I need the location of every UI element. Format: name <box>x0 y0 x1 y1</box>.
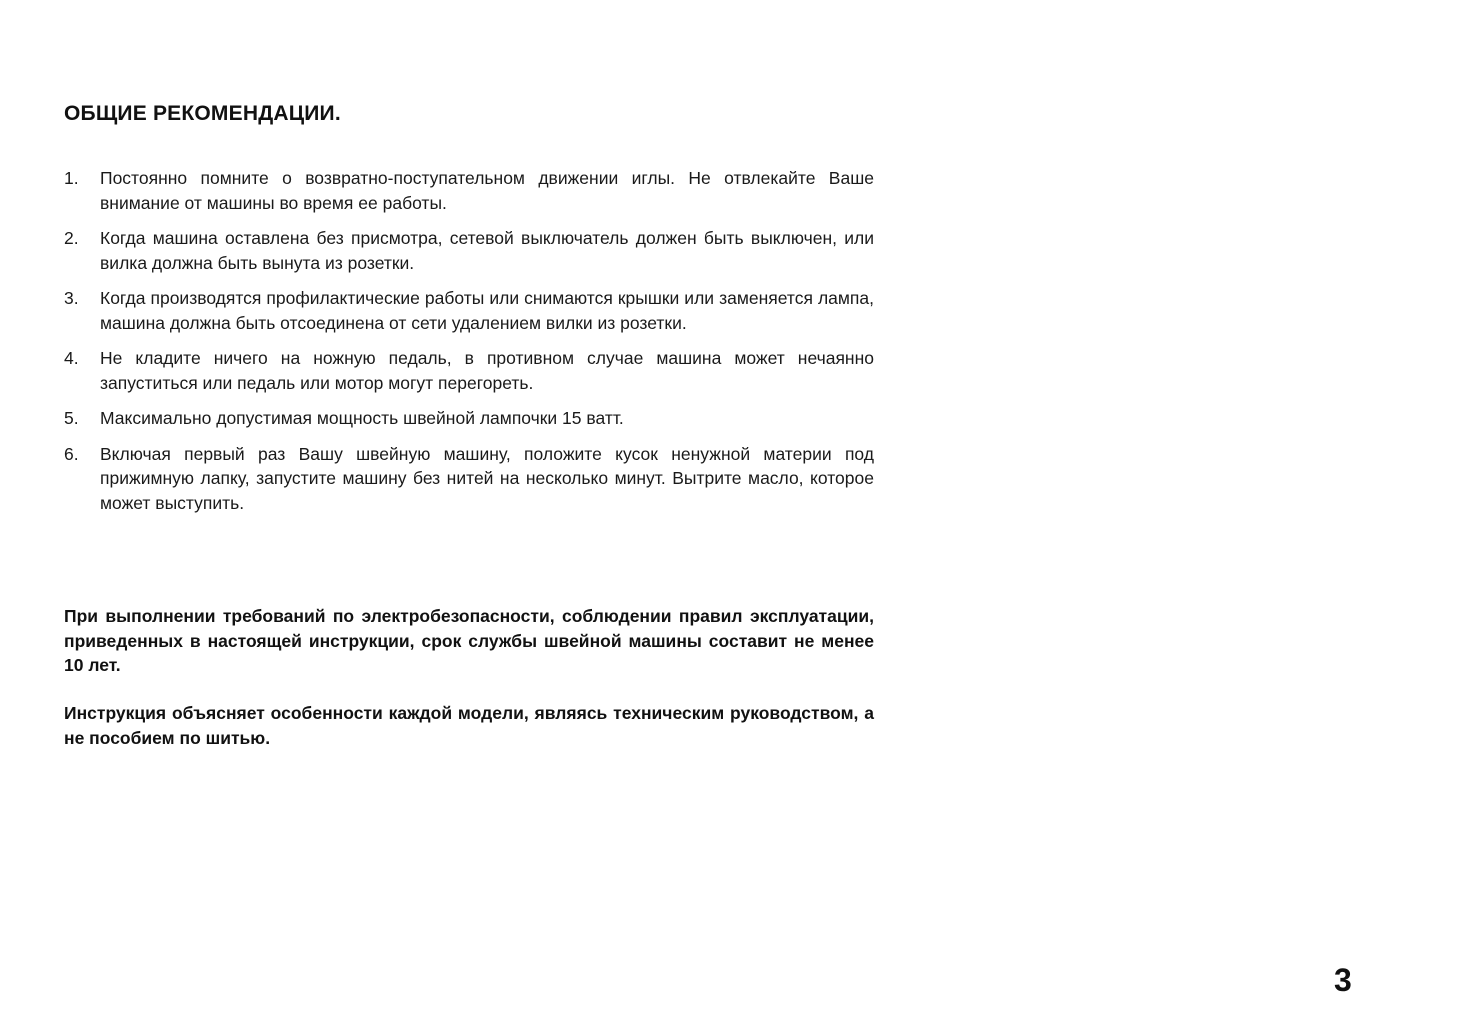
list-item-number: 4. <box>64 348 79 368</box>
list-item <box>64 406 874 431</box>
list-item-text: Включая первый раз Вашу швейную машину, положите кусок ненужной материи под прижимную лапку, запустите машину без нитей на несколько минут. Вытрите масло, которое может выступить. <box>100 443 874 513</box>
list-item <box>64 166 874 215</box>
list-item-number: 3. <box>64 288 79 308</box>
list-item-number: 1. <box>64 168 79 188</box>
list-item-text: Не кладите ничего на ножную педаль, в противном случае машина может нечаянно запуститься или педаль или мотор могут перегореть. <box>100 348 874 393</box>
recommendations-list <box>64 166 874 526</box>
list-item-number: 5. <box>64 408 79 428</box>
page-number: 3 <box>1334 962 1352 998</box>
list-item-text: Постоянно помните о возвратно-поступательном движении иглы. Не отвлекайте Ваше внимание от машины во время ее работы. <box>100 168 874 213</box>
list-item <box>64 286 874 335</box>
list-item-text: Максимально допустимая мощность швейной лампочки 15 ватт. <box>100 408 624 428</box>
list-item-number: 2. <box>64 228 79 248</box>
list-item-text: Когда машина оставлена без присмотра, сетевой выключатель должен быть выключен, или вилка должна быть вынута из розетки. <box>100 228 874 273</box>
section-heading: ОБЩИЕ РЕКОМЕНДАЦИИ. <box>64 102 341 125</box>
list-item <box>64 226 874 275</box>
list-item <box>64 442 874 516</box>
list-item <box>64 346 874 395</box>
manual-scope-note: Инструкция объясняет особенности каждой модели, являясь техническим руководством, а не пособием по шитью. <box>64 703 874 748</box>
list-item-number: 6. <box>64 443 79 464</box>
list-item-text: Когда производятся профилактические работы или снимаются крышки или заменяется лампа, машина должна быть отсоединена от сети удалением вилки из розетки. <box>100 288 874 333</box>
service-life-note: При выполнении требований по электробезопасности, соблюдении правил эксплуатации, приведенных в настоящей инструкции, срок службы швейной машины составит не менее 10 лет. <box>64 606 874 675</box>
